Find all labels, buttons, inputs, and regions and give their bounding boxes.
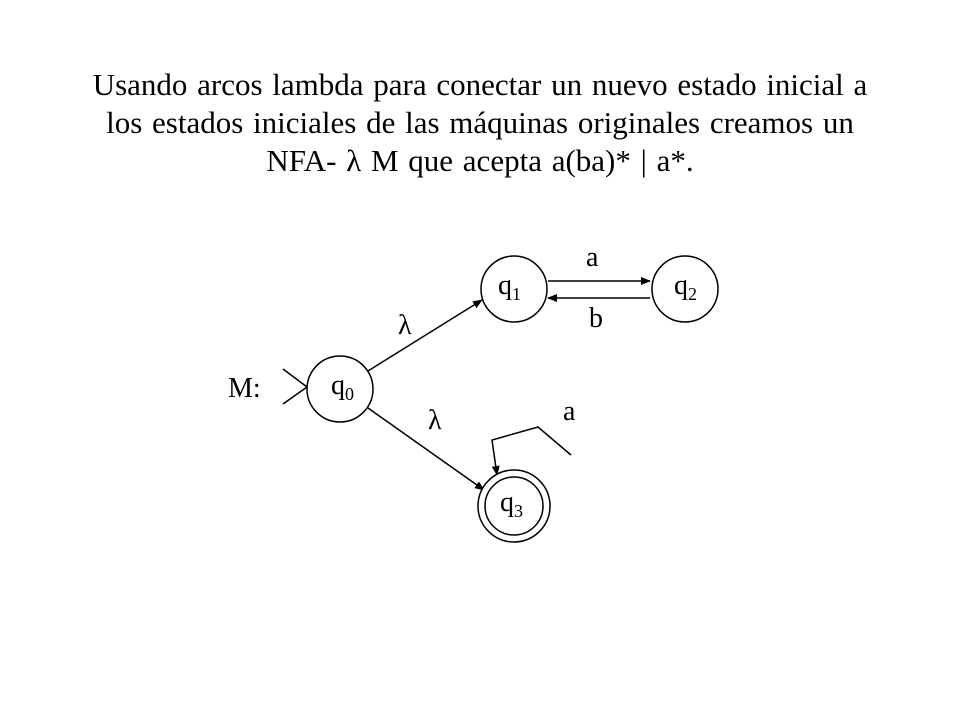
title-line-2: los estados iniciales de las máquinas originales creamos un xyxy=(106,105,854,140)
edge-label-q0-q3: λ xyxy=(428,405,442,436)
edge-q3-self-loop xyxy=(492,427,571,475)
edge-label-q0-q1: λ xyxy=(398,310,412,341)
svg-text:q0: $q_0$ xyxy=(331,370,354,404)
svg-text:q1: $q_1$ xyxy=(498,270,521,304)
svg-text:q2: $q_2$ xyxy=(674,270,697,304)
svg-text:q3: $q_3$ xyxy=(500,487,523,521)
title-line-1: Usando arcos lambda para conectar un nuevo estado inicial a xyxy=(92,67,868,102)
state-q2 xyxy=(652,256,718,322)
state-q1 xyxy=(481,256,547,322)
state-q3 xyxy=(478,470,550,542)
state-q0 xyxy=(307,356,373,422)
title-line-3: NFA- λ M que acepta a(ba)* | a*. xyxy=(266,143,694,178)
edge-label-q2-q1: b xyxy=(589,303,603,334)
edge-label-q1-q2: a xyxy=(586,242,599,273)
edge-q0-q3 xyxy=(368,408,484,490)
machine-name-label: M: xyxy=(228,373,261,404)
edge-q0-q1 xyxy=(368,300,482,371)
start-arrow-icon xyxy=(283,369,307,404)
edge-label-q3-loop: a xyxy=(563,396,576,427)
